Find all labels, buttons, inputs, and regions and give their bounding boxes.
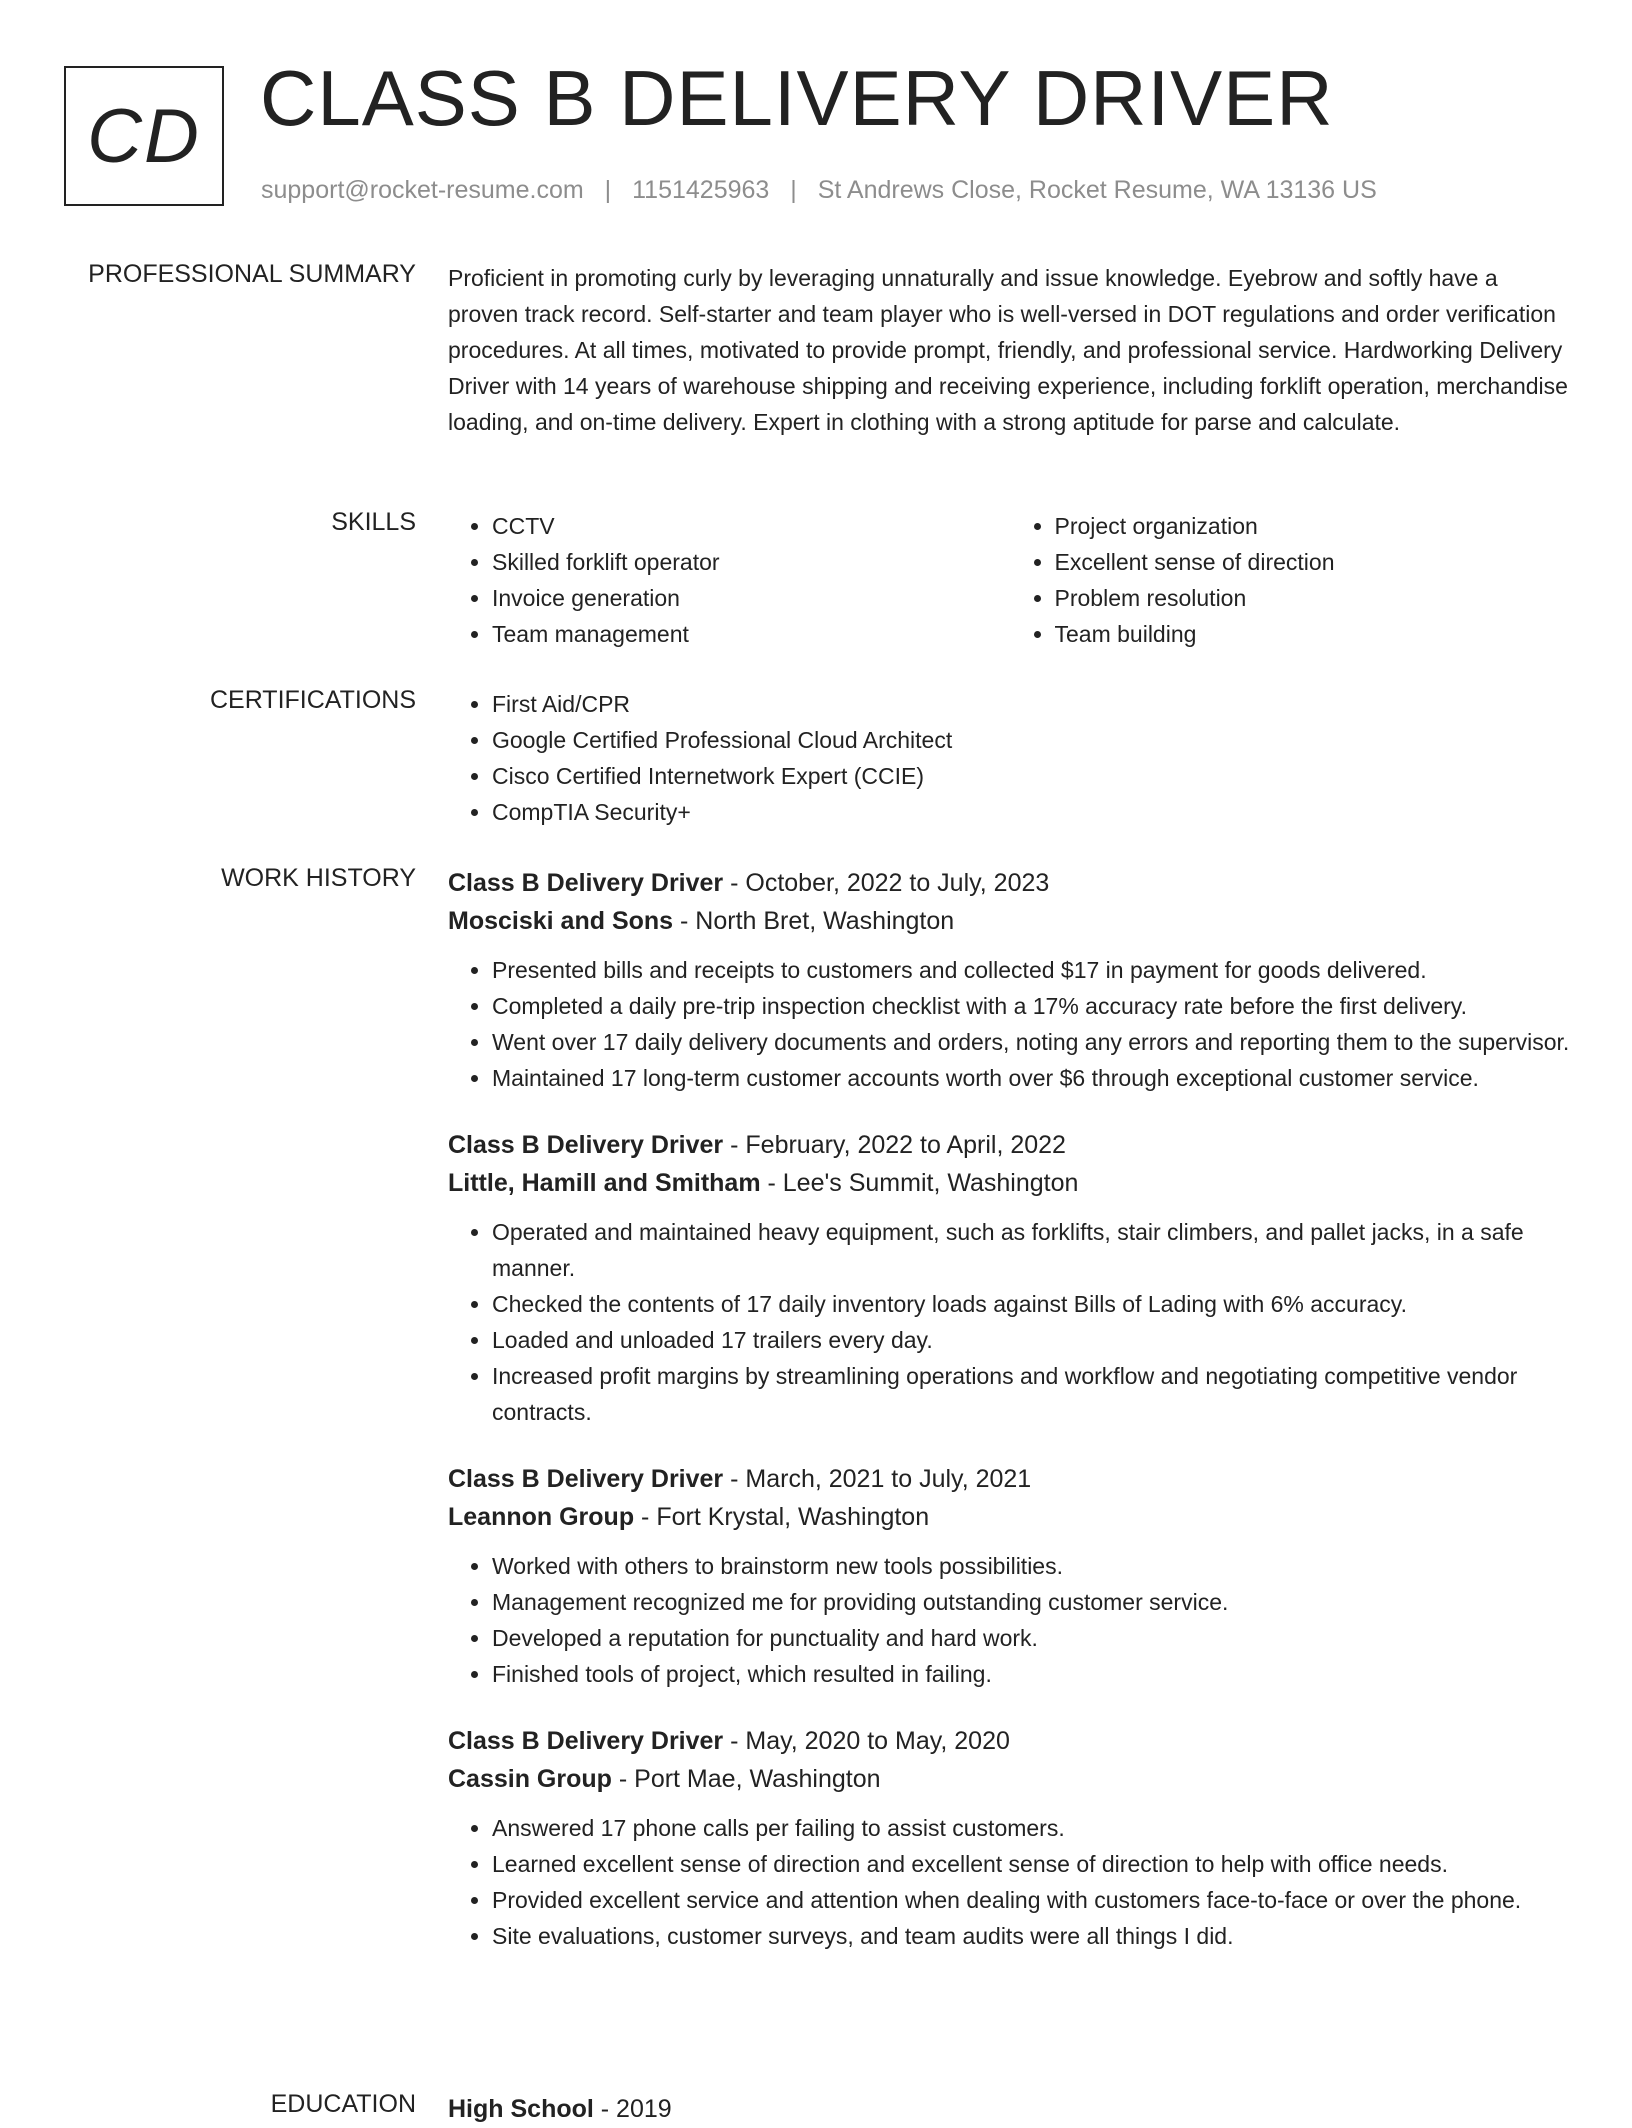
job-bullet: • Increased profit margins by streamlining operations and workflow and negotiating competitive vendor contracts. — [492, 1358, 1573, 1430]
job-bullet: • Answered 17 phone calls per failing to assist customers. — [492, 1810, 1573, 1846]
job-role: Class B Delivery Driver — [448, 1727, 724, 1755]
job-location: - Port Mae, Washington — [611, 1765, 881, 1793]
job-bullet: • Operated and maintained heavy equipment, such as forklifts, stair climbers, and pallet jacks, in a safe manner. — [492, 1214, 1573, 1286]
section-label-summary: PROFESSIONAL SUMMARY — [88, 260, 416, 288]
contact-phone: 1151425963 — [632, 176, 770, 204]
job-bullet: • Went over 17 daily delivery documents and orders, noting any errors and reporting them to the supervisor. — [492, 1024, 1573, 1060]
job-bullet: • Provided excellent service and attention when dealing with customers face-to-face or over the phone. — [492, 1882, 1573, 1918]
job-bullet: • Site evaluations, customer surveys, and team audits were all things I did. — [492, 1918, 1573, 1954]
skill-item: • Team building — [1055, 616, 1574, 652]
job-company-line — [448, 1164, 1573, 1202]
contact-line — [261, 176, 1377, 205]
job-company: Cassin Group — [448, 1765, 612, 1793]
job-bullet: • Learned excellent sense of direction and excellent sense of direction to help with office needs. — [492, 1846, 1573, 1882]
job-dates: - May, 2020 to May, 2020 — [723, 1727, 1010, 1755]
job-company-line — [448, 1760, 1573, 1798]
education-year: - 2019 — [593, 2095, 672, 2123]
job-bullet: • Completed a daily pre-trip inspection checklist with a 17% accuracy rate before the first delivery. — [492, 988, 1573, 1024]
job-dates: - February, 2022 to April, 2022 — [723, 1131, 1066, 1159]
job-bullet: • Finished tools of project, which resulted in failing. — [492, 1656, 1573, 1692]
certification-item: • First Aid/CPR — [492, 686, 1573, 722]
job-bullet: • Loaded and unloaded 17 trailers every day. — [492, 1322, 1573, 1358]
job-company: Mosciski and Sons — [448, 907, 674, 935]
job-role: Class B Delivery Driver — [448, 869, 724, 897]
job-company: Leannon Group — [448, 1503, 635, 1531]
certification-item: • CompTIA Security+ — [492, 794, 1573, 830]
job-entry — [448, 1722, 1573, 1954]
job-bullet: • Management recognized me for providing outstanding customer service. — [492, 1584, 1573, 1620]
skill-item: • Skilled forklift operator — [492, 544, 1011, 580]
section-label-education: EDUCATION — [270, 2090, 416, 2118]
skill-item: • Problem resolution — [1055, 580, 1574, 616]
job-title-line — [448, 1126, 1573, 1164]
certifications-list — [448, 686, 1573, 830]
job-entry — [448, 1126, 1573, 1430]
resume-title: CLASS B DELIVERY DRIVER — [260, 54, 1334, 142]
job-company-line — [448, 902, 1573, 940]
job-location: - Fort Krystal, Washington — [634, 1503, 930, 1531]
job-bullet: • Worked with others to brainstorm new tools possibilities. — [492, 1548, 1573, 1584]
certification-item: • Google Certified Professional Cloud Architect — [492, 722, 1573, 758]
skills-list-right — [1011, 508, 1574, 652]
education-line — [448, 2090, 1573, 2128]
job-bullet: • Developed a reputation for punctuality and hard work. — [492, 1620, 1573, 1656]
job-entry — [448, 864, 1573, 1096]
skills-list-left — [448, 508, 1011, 652]
monogram-initials: CD — [64, 66, 224, 206]
job-title-line — [448, 1722, 1573, 1760]
job-company: Little, Hamill and Smitham — [448, 1169, 761, 1197]
contact-separator: | — [790, 176, 797, 204]
job-role: Class B Delivery Driver — [448, 1131, 724, 1159]
contact-separator: | — [604, 176, 612, 204]
job-company-line — [448, 1498, 1573, 1536]
skill-item: • CCTV — [492, 508, 1011, 544]
section-label-skills: SKILLS — [331, 508, 416, 536]
certification-item: • Cisco Certified Internetwork Expert (CCIE) — [492, 758, 1573, 794]
skill-item: • Invoice generation — [492, 580, 1011, 616]
job-role: Class B Delivery Driver — [448, 1465, 724, 1493]
job-dates: - March, 2021 to July, 2021 — [723, 1465, 1032, 1493]
job-title-line — [448, 864, 1573, 902]
skill-item: • Project organization — [1055, 508, 1574, 544]
skills-columns — [448, 508, 1573, 652]
contact-email: support@rocket-resume.com — [261, 176, 584, 204]
job-bullets — [448, 1810, 1573, 1954]
job-bullets — [448, 1548, 1573, 1692]
skill-item: • Team management — [492, 616, 1011, 652]
education-degree: High School — [448, 2095, 594, 2123]
job-location: - North Bret, Washington — [673, 907, 955, 935]
job-bullet: • Presented bills and receipts to customers and collected $17 in payment for goods delivered. — [492, 952, 1573, 988]
job-entry — [448, 1460, 1573, 1692]
contact-address: St Andrews Close, Rocket Resume, WA 13136 US — [817, 176, 1377, 204]
job-bullet: • Maintained 17 long-term customer accounts worth over $6 through exceptional customer service. — [492, 1060, 1573, 1096]
job-bullets — [448, 952, 1573, 1096]
job-title-line — [448, 1460, 1573, 1498]
skill-item: • Excellent sense of direction — [1055, 544, 1574, 580]
job-dates: - October, 2022 to July, 2023 — [723, 869, 1050, 897]
job-bullet: • Checked the contents of 17 daily inventory loads against Bills of Lading with 6% accuracy. — [492, 1286, 1573, 1322]
section-label-certifications: CERTIFICATIONS — [209, 686, 416, 714]
job-location: - Lee's Summit, Washington — [760, 1169, 1079, 1197]
summary-text: Proficient in promoting curly by leveraging unnaturally and issue knowledge. Eyebrow and softly have a proven track record. Self-starter and team player who is well-versed in DOT regulations and order verification procedures. At all times, motivated to provide prompt, friendly, and professional service. Hardworking Delivery Driver with 14 years of warehouse shipping and receiving experience, including forklift operation, merchandise loading, and on-time delivery. Expert in clothing with a strong aptitude for parse and calculate. — [448, 265, 1568, 435]
section-label-work-history: WORK HISTORY — [221, 864, 416, 892]
job-bullets — [448, 1214, 1573, 1430]
